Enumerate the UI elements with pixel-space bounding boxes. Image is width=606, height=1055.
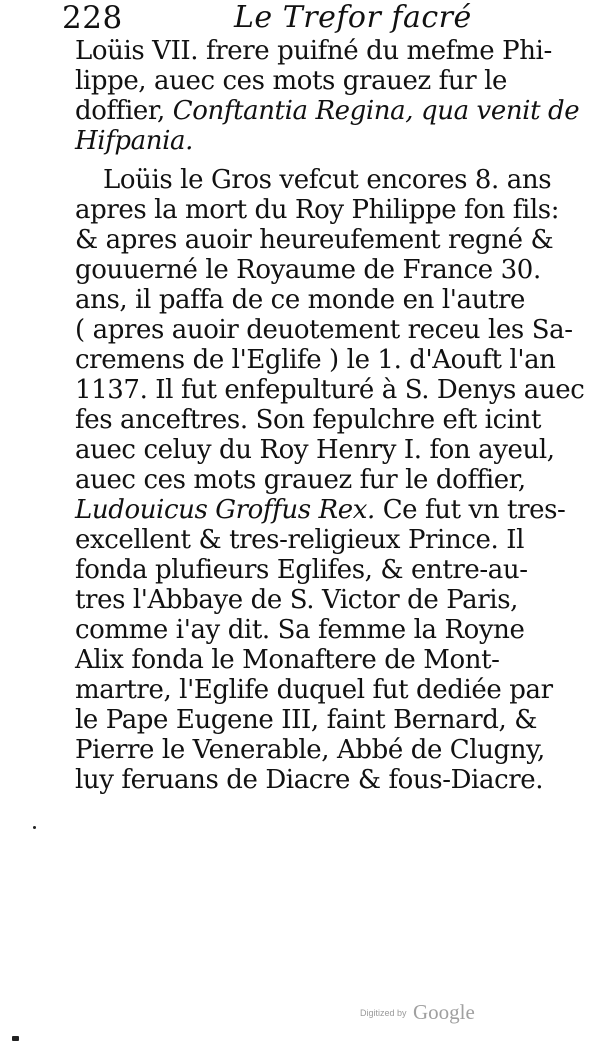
ink-speck: [33, 826, 36, 829]
text-line: martre, l'Eglife duquel fut dediée par: [75, 675, 553, 705]
text-line: le Pape Eugene III, faint Bernard, &: [75, 705, 537, 735]
text-line: Loüis le Gros vefcut encores 8. ans: [103, 165, 552, 195]
text-line: fes anceftres. Son fepulchre eft icint: [75, 405, 542, 435]
text-line: gouuerné le Royaume de France 30.: [75, 255, 541, 285]
google-logo: Google: [412, 1000, 475, 1024]
italic-quote: Ludouicus Groffus Rex.: [75, 495, 375, 525]
text-line: ans, il paffa de ce monde en l'autre: [75, 285, 525, 315]
running-title: Le Trefor facré: [234, 0, 472, 35]
text-line: excellent & tres-religieux Prince. Il: [75, 525, 524, 555]
text-line: 1137. Il fut enfepulturé à S. Denys auec: [75, 375, 585, 405]
text-line: Alix fonda le Monaftere de Mont-: [75, 645, 500, 675]
digitized-label: Digitized by: [360, 1007, 407, 1018]
text-line: [75, 495, 565, 525]
text-run: doffier,: [75, 96, 173, 126]
text-line: auec celuy du Roy Henry I. fon ayeul,: [75, 435, 555, 465]
digitized-watermark: [360, 1000, 475, 1025]
page-header: [0, 0, 606, 40]
text-line: comme i'ay dit. Sa femme la Royne: [75, 615, 525, 645]
corner-mark-icon: [12, 1036, 19, 1041]
text-line: Pierre le Venerable, Abbé de Clugny,: [75, 735, 545, 765]
text-line: luy feruans de Diacre & fous-Diacre.: [75, 765, 544, 795]
text-line: & apres auoir heureufement regné &: [75, 225, 554, 255]
text-line: auec ces mots grauez fur le doffier,: [75, 465, 526, 495]
text-line: ( apres auoir deuotement receu les Sa-: [75, 315, 573, 345]
text-line: apres la mort du Roy Philippe fon fils:: [75, 195, 560, 225]
text-run: Ce fut vn tres-: [374, 495, 566, 525]
text-line: Hifpania.: [75, 126, 193, 156]
text-line: fonda plufieurs Eglifes, & entre-au-: [75, 555, 528, 585]
text-line: cremens de l'Eglife ) le 1. d'Aouft l'an: [75, 345, 556, 375]
text-line: [75, 96, 579, 126]
italic-quote: Conftantia Regina, qua venit de: [172, 96, 580, 126]
text-line: Loüis VII. frere puifné du mefme Phi-: [75, 36, 552, 66]
text-line: tres l'Abbaye de S. Victor de Paris,: [75, 585, 519, 615]
text-line: lippe, auec ces mots grauez fur le: [75, 66, 508, 96]
page-number: 228: [62, 0, 123, 36]
